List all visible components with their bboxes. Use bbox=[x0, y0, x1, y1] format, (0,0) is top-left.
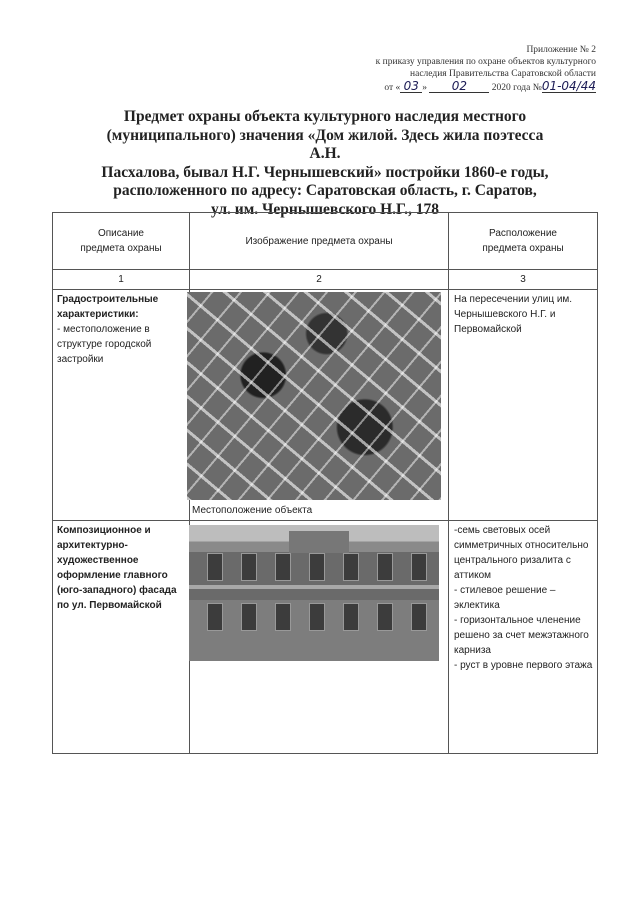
appendix-line-2: к приказу управления по охране объектов культурного bbox=[375, 57, 596, 67]
row1-image-cell bbox=[190, 290, 449, 521]
row1-desc-bold: Градостроительные характеристики: bbox=[57, 294, 159, 320]
table-row bbox=[53, 521, 598, 754]
appendix-date-line bbox=[276, 80, 596, 94]
table-header-row bbox=[53, 213, 598, 270]
appendix-line-1: Приложение № 2 bbox=[526, 45, 596, 55]
row2-description: Композиционное и архитектурно-художественное оформление главного (юго-западного) фасада по ул. Первомайской bbox=[53, 521, 190, 754]
facade-window bbox=[275, 553, 291, 581]
facade-window bbox=[275, 603, 291, 631]
facade-window bbox=[309, 603, 325, 631]
column-number-row bbox=[53, 270, 598, 290]
header-location bbox=[449, 213, 598, 270]
facade-photo bbox=[189, 525, 439, 661]
row1-location: На пересечении улиц им. Чернышевского Н.Г. и Первомайской bbox=[449, 290, 598, 521]
header-description-line-2: предмета охраны bbox=[80, 243, 162, 254]
row2-location bbox=[449, 521, 598, 754]
title-line-3: Пасхалова, бывал Н.Г. Чернышевский» постройки 1860-е годы, bbox=[101, 163, 549, 181]
row2-item-3: - горизонтальное членение решено за счет межэтажного карниза bbox=[454, 615, 589, 656]
row2-item-4: - руст в уровне первого этажа bbox=[454, 660, 593, 671]
facade-window bbox=[207, 603, 223, 631]
title-line-4: расположенного по адресу: Саратовская область, г. Саратов, bbox=[113, 182, 537, 199]
title-line-1: Предмет охраны объекта культурного наследия местного bbox=[123, 108, 527, 125]
facade-window bbox=[241, 603, 257, 631]
facade-attic bbox=[289, 531, 349, 553]
header-description-line-1: Описание bbox=[97, 228, 144, 239]
facade-window bbox=[343, 603, 359, 631]
image-caption: Местоположение объекта bbox=[192, 505, 313, 516]
protection-table bbox=[52, 212, 598, 754]
header-location-line-1: Расположение bbox=[489, 228, 557, 239]
row2-image-cell bbox=[190, 521, 449, 754]
title-line-5: ул. им. Чернышевского Н.Г., 178 bbox=[210, 200, 440, 218]
facade-window bbox=[207, 553, 223, 581]
aerial-photo bbox=[187, 292, 441, 500]
appendix-line-3: наследия Правительства Саратовской области bbox=[410, 69, 596, 79]
facade-cornice bbox=[189, 585, 439, 589]
column-number-2: 2 bbox=[190, 270, 449, 290]
facade-window bbox=[309, 553, 325, 581]
page-title bbox=[90, 108, 560, 219]
date-year: 2020 года № bbox=[491, 83, 542, 93]
date-prefix: от « bbox=[384, 83, 401, 93]
date-month: 02 bbox=[429, 80, 489, 93]
doc-number: 01-04/44 bbox=[541, 79, 596, 93]
facade-window bbox=[241, 553, 257, 581]
row2-item-1: -семь световых осей симметричных относительно центрального ризалита с аттиком bbox=[454, 525, 589, 581]
title-line-2: (муниципального) значения «Дом жилой. Здесь жила поэтесса А.Н. bbox=[106, 126, 544, 162]
facade-window bbox=[411, 603, 427, 631]
appendix-header bbox=[276, 44, 596, 94]
row1-description bbox=[53, 290, 190, 521]
facade-window bbox=[377, 553, 393, 581]
column-number-3: 3 bbox=[449, 270, 598, 290]
date-day: 03 bbox=[400, 80, 422, 93]
row1-desc-text: - местоположение в структуре городской застройки bbox=[57, 324, 152, 365]
header-image: Изображение предмета охраны bbox=[190, 213, 449, 270]
facade-window bbox=[343, 553, 359, 581]
header-description bbox=[53, 213, 190, 270]
facade-window bbox=[411, 553, 427, 581]
date-mid: » bbox=[422, 83, 428, 93]
row2-item-2: - стилевое решение – эклектика bbox=[454, 585, 556, 611]
column-number-1: 1 bbox=[53, 270, 190, 290]
facade-window bbox=[377, 603, 393, 631]
header-location-line-2: предмета охраны bbox=[482, 243, 564, 254]
table-row bbox=[53, 290, 598, 521]
